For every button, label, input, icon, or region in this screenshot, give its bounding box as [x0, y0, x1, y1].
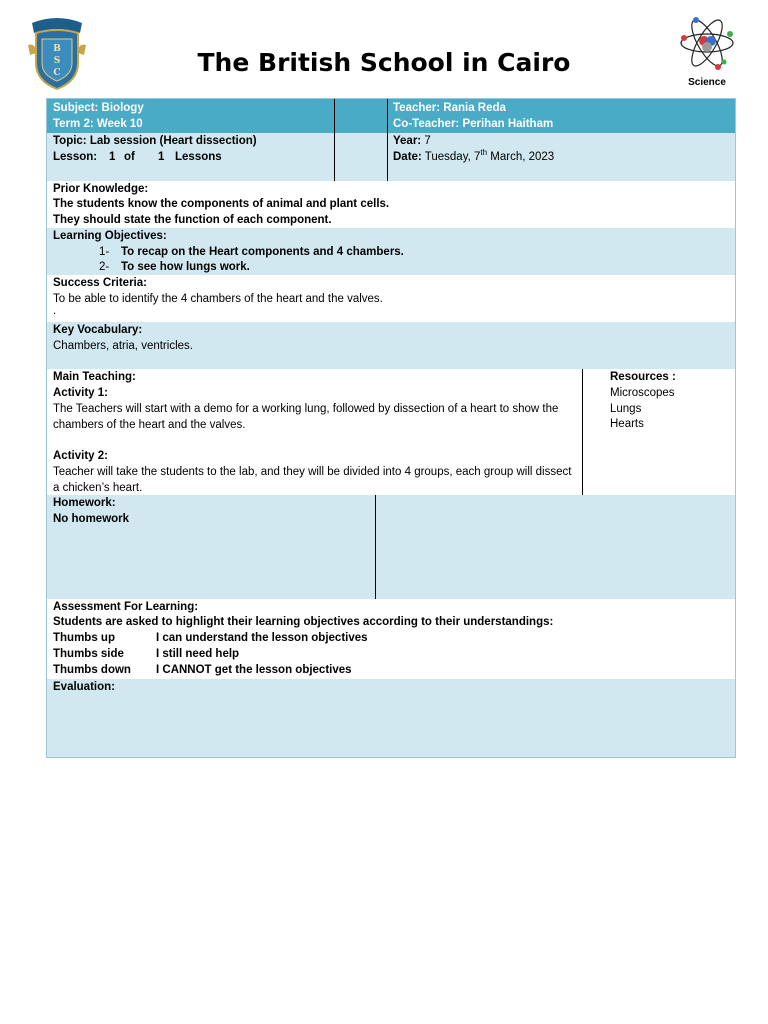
year-label: Year: [393, 135, 422, 147]
svg-text:B: B [53, 44, 61, 54]
objective-text: To recap on the Heart components and 4 chambers. [121, 246, 404, 258]
lesson-word: Lessons [175, 151, 222, 163]
resource-item: Lungs [610, 403, 642, 415]
lesson-plan-table [46, 98, 736, 758]
assessment-label: Thumbs up [53, 632, 115, 644]
success-criteria-heading: Success Criteria: [53, 277, 147, 289]
evaluation-heading: Evaluation: [53, 681, 115, 693]
teacher: Teacher: Rania Reda [393, 102, 506, 114]
main-teaching-section [47, 369, 735, 495]
assessment-heading: Assessment For Learning: [53, 601, 199, 613]
assessment-text: I can understand the lesson objectives [156, 632, 368, 644]
svg-text:S: S [53, 56, 61, 66]
lesson-of: of [124, 151, 135, 163]
resource-item: Hearts [610, 418, 644, 430]
lesson-number: 1 [109, 151, 116, 163]
activity-1-text: The Teachers will start with a demo for a working lung, followed by dissection of a heart to show the chambers of the heart and the valves. [53, 403, 559, 431]
homework-text: No homework [53, 513, 130, 525]
assessment-text: I CANNOT get the lesson objectives [156, 664, 352, 676]
divider [387, 99, 388, 181]
objective-text: To see how lungs work. [121, 261, 250, 273]
date-prefix: Tuesday, 7 [424, 151, 481, 163]
info-header-row [47, 99, 735, 133]
activity-2-title: Activity 2: [53, 450, 108, 462]
key-vocabulary-section [47, 322, 735, 369]
date-suffix-sup: th [480, 148, 488, 158]
prior-knowledge-section [47, 181, 735, 228]
key-vocabulary-text: Chambers, atria, ventricles. [53, 340, 193, 352]
homework-section [47, 495, 735, 599]
date-suffix: March, 2023 [487, 151, 555, 163]
main-teaching-heading: Main Teaching: [53, 371, 136, 383]
success-criteria-section [47, 275, 735, 322]
page-title: The British School in Cairo [197, 48, 571, 77]
evaluation-section [47, 679, 735, 757]
success-criteria-dot: . [53, 305, 57, 317]
lesson-total: 1 [158, 151, 165, 163]
divider [375, 495, 376, 599]
objective-number: 1- [99, 246, 110, 258]
co-teacher: Co-Teacher: Perihan Haitham [393, 118, 554, 130]
learning-objectives-section [47, 228, 735, 275]
prior-knowledge-line: The students know the components of animal and plant cells. [53, 198, 390, 210]
svg-text:C: C [53, 68, 61, 78]
prior-knowledge-heading: Prior Knowledge: [53, 183, 149, 195]
subject: Subject: Biology [53, 102, 144, 114]
resources-heading: Resources : [610, 371, 676, 383]
science-label: Science [688, 77, 726, 88]
year [393, 133, 431, 149]
activity-1-title: Activity 1: [53, 387, 108, 399]
date [393, 149, 554, 165]
term: Term 2: Week 10 [53, 118, 143, 130]
lesson-label: Lesson: [53, 151, 98, 163]
resource-item: Microscopes [610, 387, 675, 399]
topic-row [47, 133, 735, 181]
homework-heading: Homework: [53, 497, 116, 509]
learning-objectives-heading: Learning Objectives: [53, 230, 167, 242]
objective-number: 2- [99, 261, 110, 273]
assessment-label: Thumbs side [53, 648, 124, 660]
divider [582, 369, 583, 495]
science-atom-icon [678, 12, 736, 74]
divider [334, 99, 335, 181]
topic: Topic: Lab session (Heart dissection) [53, 135, 257, 147]
assessment-text: I still need help [156, 648, 240, 660]
key-vocabulary-heading: Key Vocabulary: [53, 324, 143, 336]
assessment-label: Thumbs down [53, 664, 131, 676]
activity-2-text: Teacher will take the students to the lab, and they will be divided into 4 groups, each group will dissect a chicken’s heart. [53, 466, 572, 494]
prior-knowledge-line: They should state the function of each component. [53, 214, 332, 226]
success-criteria-text: To be able to identify the 4 chambers of the heart and the valves. [53, 293, 383, 305]
assessment-intro: Students are asked to highlight their learning objectives according to their understandings: [53, 616, 554, 628]
year-value: 7 [424, 135, 431, 147]
assessment-section [47, 599, 735, 679]
date-label: Date: [393, 151, 422, 163]
